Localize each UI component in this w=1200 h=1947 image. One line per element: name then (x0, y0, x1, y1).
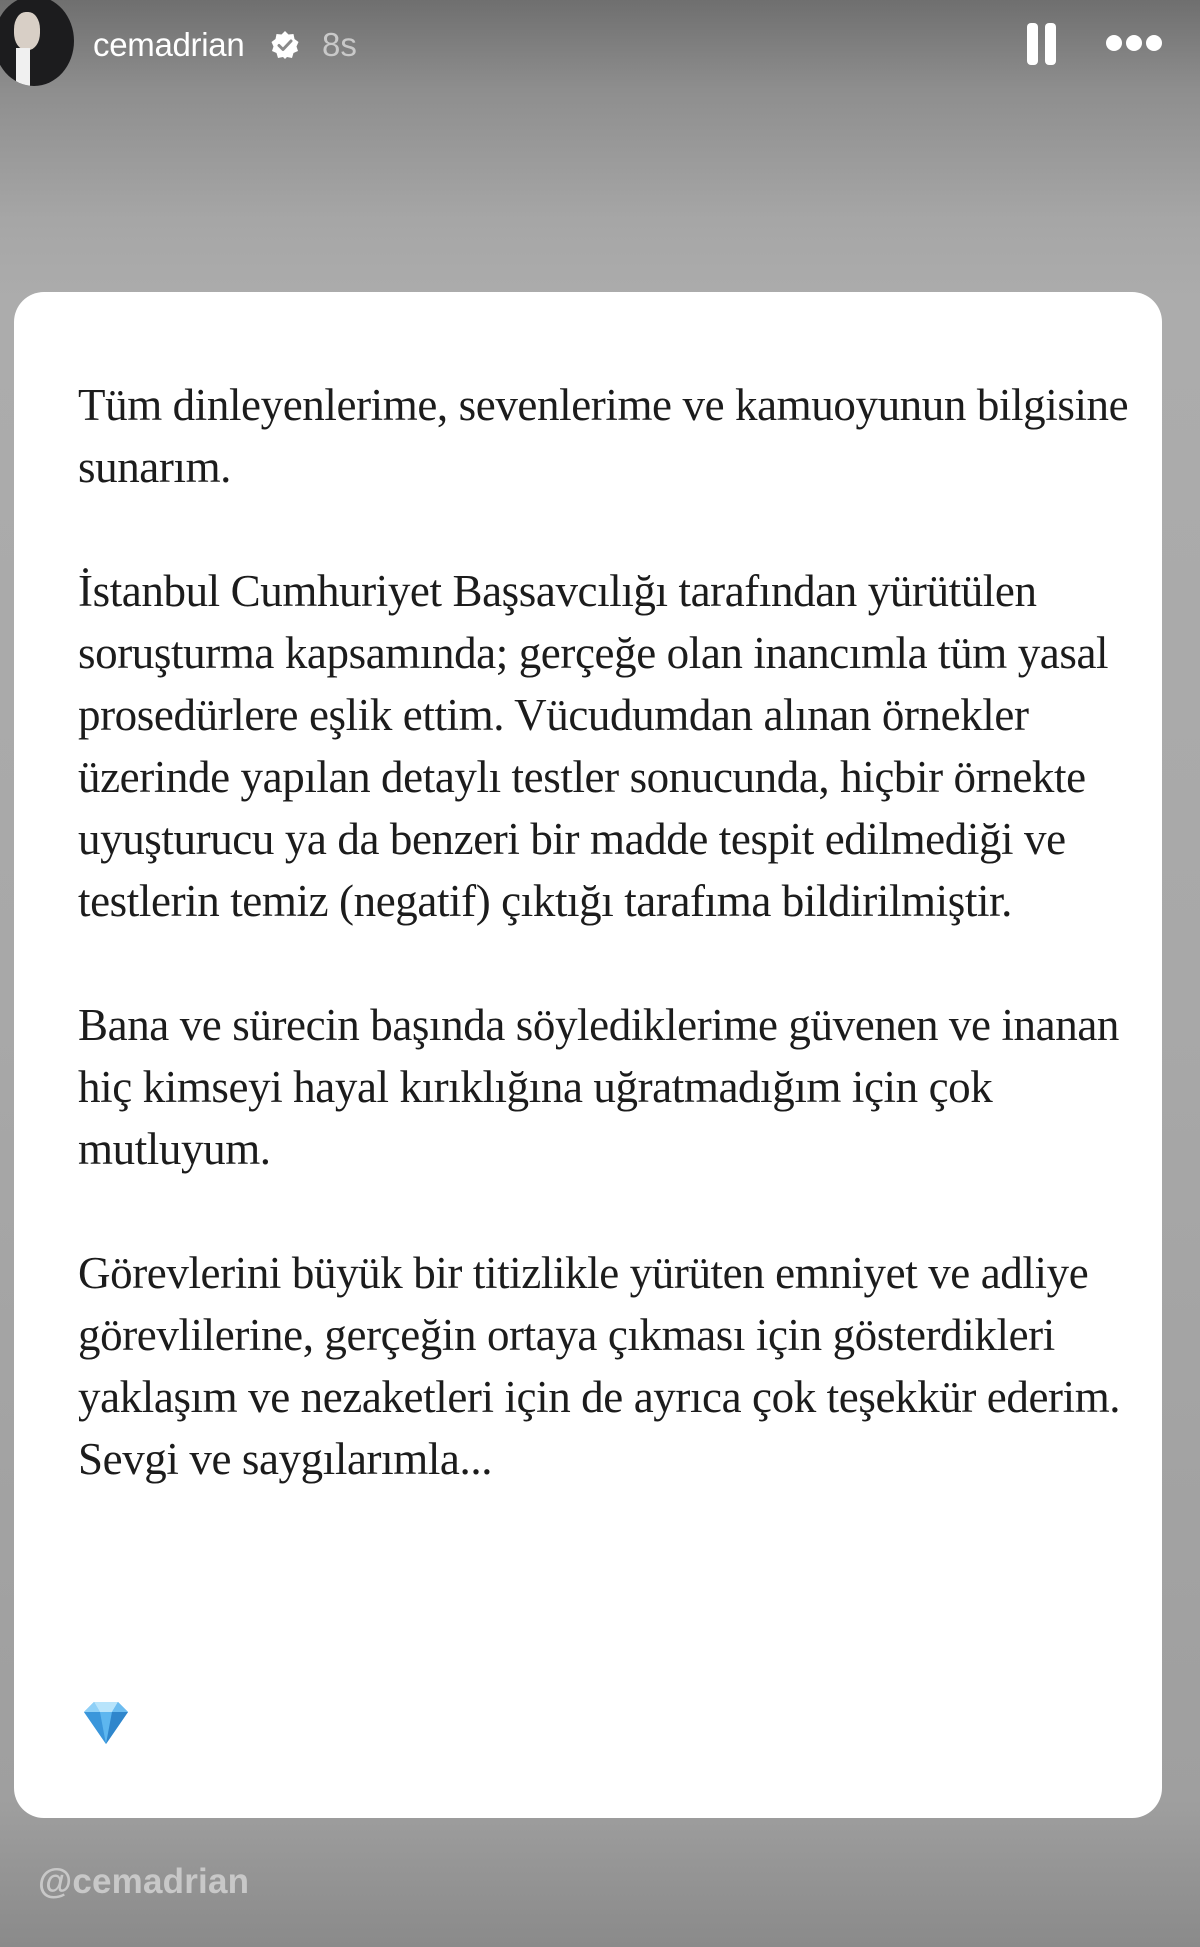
avatar[interactable] (0, 0, 74, 86)
paragraph-thanks-officials: Görevlerini büyük bir titizlikle yürüten emniyet ve adliye görevlilerine, gerçeğin ortaya çıkması için gösterdikleri yaklaşım ve nezaketleri için de ayrıca çok teşekkür ederim. (78, 1248, 1121, 1422)
verified-badge-icon (270, 30, 300, 60)
diamond-emoji-icon (78, 1698, 134, 1748)
story-header (0, 0, 1200, 100)
avatar-shirt (16, 48, 30, 86)
paragraph-investigation: İstanbul Cumhuriyet Başsavcılığı tarafından yürütülen soruşturma kapsamında; gerçeğe olan inancımla tüm yasal prosedürlere eşlik ettim. Vücudumdan alınan örnekler üzerinde yapılan detaylı testler sonucunda, hiçbir örnekte uyuşturucu ya da benzeri bir madde tespit edilmediği ve testlerin temiz (negatif) çıktığı tarafıma bildirilmiştir. (78, 566, 1109, 926)
username-link[interactable]: cemadrian (93, 26, 245, 63)
statement-card (14, 292, 1162, 1818)
pause-button[interactable] (1027, 23, 1057, 65)
closing-line: Sevgi ve saygılarımla... (78, 1434, 493, 1484)
more-options-button[interactable] (1106, 33, 1166, 57)
more-dot-icon (1126, 35, 1142, 51)
time-ago: 8s (322, 26, 357, 63)
more-dot-icon (1146, 35, 1162, 51)
pause-icon-bar-left (1027, 23, 1038, 65)
paragraph-intro: Tüm dinleyenlerime, sevenlerime ve kamuoyunun bilgisine sunarım. (78, 380, 1129, 492)
paragraph-gratitude-supporters: Bana ve sürecin başında söylediklerime güvenen ve inanan hiç kimseyi hayal kırıklığına uğratmadığım için çok mutluyum. (78, 1000, 1119, 1174)
mention-sticker[interactable]: @cemadrian (38, 1862, 250, 1901)
avatar-face (14, 12, 40, 50)
statement-text (78, 374, 1138, 1490)
more-dot-icon (1106, 35, 1122, 51)
pause-icon-bar-right (1045, 23, 1056, 65)
